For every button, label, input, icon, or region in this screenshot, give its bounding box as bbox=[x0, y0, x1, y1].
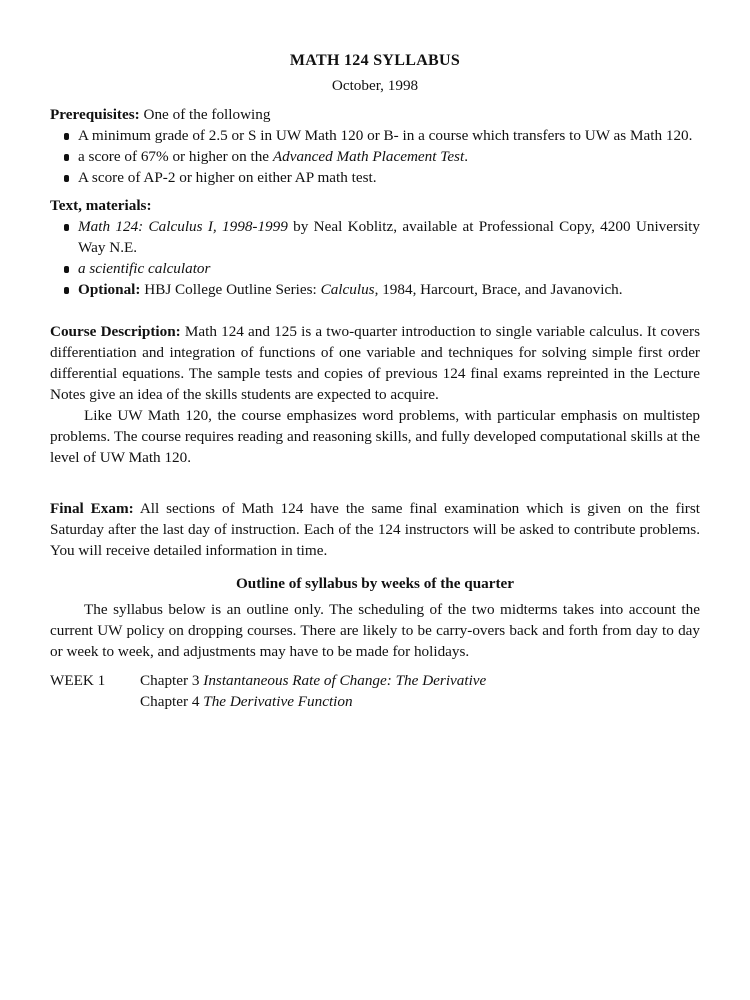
list-item: Math 124: Calculus I, 1998-1999 by Neal Koblitz, available at Professional Copy, 4200 University Way N.E. bbox=[50, 216, 700, 258]
bullet-icon bbox=[64, 287, 69, 294]
document-title: MATH 124 SYLLABUS bbox=[289, 52, 461, 69]
outline-heading: Outline of syllabus by weeks of the quarter bbox=[235, 575, 515, 592]
week-row bbox=[50, 670, 700, 712]
prerequisites-section bbox=[50, 104, 700, 125]
week-chapters bbox=[140, 670, 700, 712]
list-item: Optional: HBJ College Outline Series: Calculus, 1984, Harcourt, Brace, and Javanovich. bbox=[50, 279, 700, 300]
course-description-text: Math 124 and 125 is a two-quarter introduction to single variable calculus. It covers differentiation and integration of functions of one variable and techniques for solving simple first order differential equations. The sample tests and copies of previous 124 final exams repreinted in the Lecture Notes give an idea of the skills students are expected to acquire. bbox=[50, 323, 701, 403]
prerequisites-label: Prerequisites: bbox=[50, 106, 140, 123]
materials-list bbox=[50, 216, 700, 300]
chapter-line: Chapter 4 The Derivative Function bbox=[140, 693, 353, 710]
week-label: WEEK 1 bbox=[50, 672, 106, 689]
bullet-icon bbox=[64, 224, 69, 231]
course-description bbox=[50, 321, 700, 405]
course-description-label: Course Description: bbox=[50, 323, 181, 340]
bullet-icon bbox=[64, 154, 69, 161]
course-description-paragraph-2: Like UW Math 120, the course emphasizes word problems, with particular emphasis on multistep problems. The course requires reading and reasoning skills, and fully developed computational skills at the level of UW Math 120. bbox=[50, 407, 700, 466]
bullet-icon bbox=[64, 175, 69, 182]
bullet-icon bbox=[64, 266, 69, 273]
prerequisites-list bbox=[50, 125, 700, 188]
list-item: a score of 67% or higher on the Advanced Math Placement Test. bbox=[50, 146, 700, 167]
outline-intro: The syllabus below is an outline only. The scheduling of the two midterms takes into account the current UW policy on dropping courses. There are likely to be carry-overs back and forth from day to day or week to week, and adjustments may have to be made for holidays. bbox=[50, 601, 700, 660]
list-item: a scientific calculator bbox=[50, 258, 700, 279]
final-exam-label: Final Exam: bbox=[50, 500, 134, 517]
materials-section bbox=[50, 195, 700, 216]
list-item: A minimum grade of 2.5 or S in UW Math 120 or B- in a course which transfers to UW as Math 120. bbox=[50, 125, 700, 146]
document-date: October, 1998 bbox=[331, 77, 419, 94]
bullet-icon bbox=[64, 133, 69, 140]
final-exam-text: All sections of Math 124 have the same final examination which is given on the first Saturday after the last day of instruction. Each of the 124 instructors will be asked to contribute problems. You will receive detailed information in time. bbox=[50, 500, 700, 559]
final-exam bbox=[50, 498, 700, 561]
syllabus-page bbox=[50, 50, 700, 712]
prerequisites-intro: One of the following bbox=[143, 106, 271, 123]
list-item: A score of AP-2 or higher on either AP math test. bbox=[50, 167, 700, 188]
chapter-line: Chapter 3 Instantaneous Rate of Change: The Derivative bbox=[140, 672, 487, 689]
materials-label: Text, materials: bbox=[50, 197, 152, 214]
